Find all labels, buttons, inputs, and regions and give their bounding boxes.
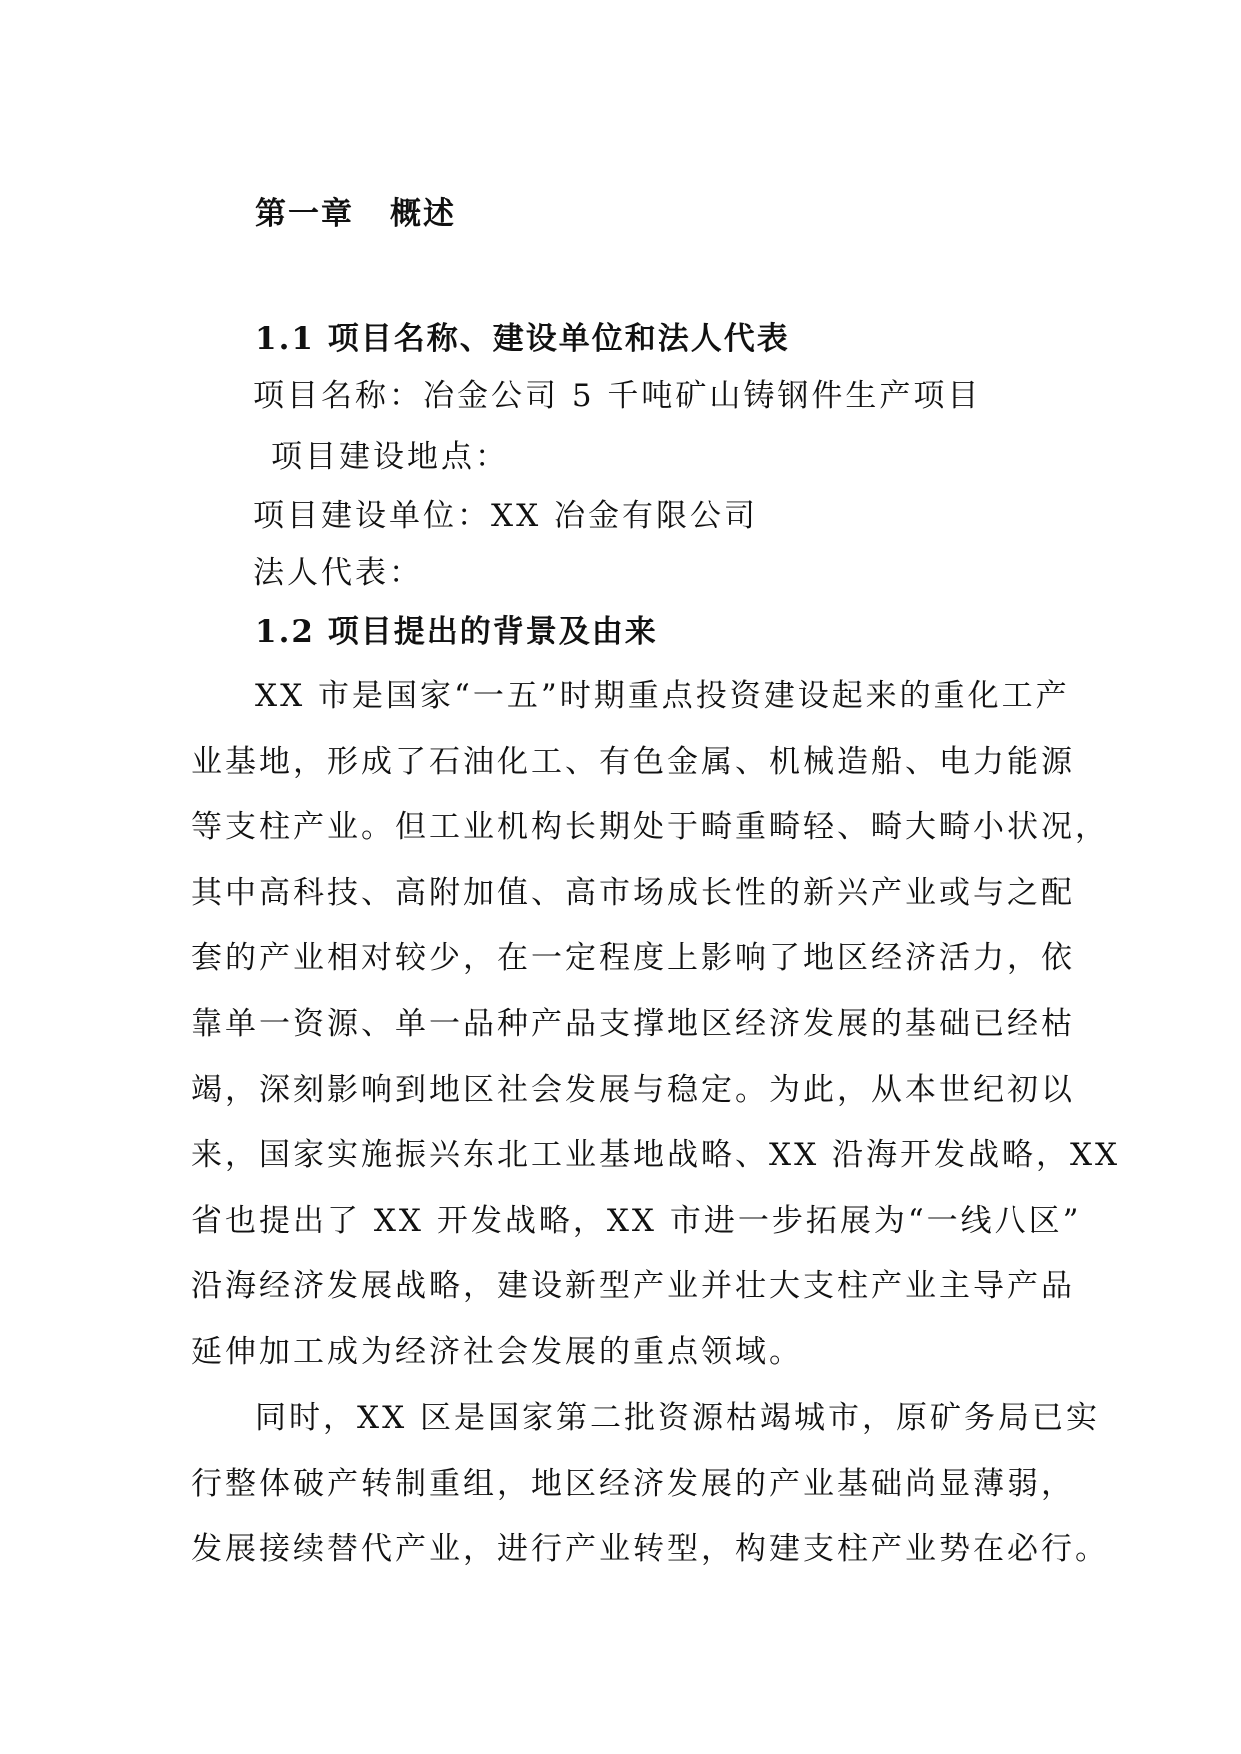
chapter-name: 概述: [390, 196, 456, 232]
section-heading-1-1: 1.1 项目名称、建设单位和法人代表: [255, 321, 790, 357]
section-heading-1-2: 1.2 项目提出的背景及由来: [255, 614, 658, 650]
chapter-title: [255, 194, 456, 234]
paragraph-line: XX 市是国家“一五”时期重点投资建设起来的重化工产: [255, 678, 1070, 714]
paragraph-line: 等支柱产业。但工业机构长期处于畸重畸轻、畸大畸小状况，: [191, 809, 1109, 846]
paragraph-background-1: [191, 664, 1121, 1386]
paragraph-line: 省也提出了 XX 开发战略，XX 市进一步拓展为“一线八区”: [191, 1202, 1082, 1239]
paragraph-line: 沿海经济发展战略，建设新型产业并壮大支柱产业主导产品: [191, 1268, 1075, 1305]
paragraph-line: 行整体破产转制重组，地区经济发展的产业基础尚显薄弱，: [191, 1465, 1075, 1502]
project-name-line: 项目名称：冶金公司 5 千吨矿山铸钢件生产项目: [253, 378, 982, 414]
paragraph-line: 其中高科技、高附加值、高市场成长性的新兴产业或与之配: [191, 874, 1075, 911]
project-location-line: 项目建设地点：: [271, 439, 509, 475]
paragraph-line: 同时，XX 区是国家第二批资源枯竭城市，原矿务局已实: [255, 1400, 1100, 1436]
legal-rep-line: 法人代表：: [253, 555, 423, 591]
paragraph-line: 靠单一资源、单一品种产品支撑地区经济发展的基础已经枯: [191, 1005, 1075, 1042]
paragraph-line: 套的产业相对较少，在一定程度上影响了地区经济活力，依: [191, 940, 1075, 977]
paragraph-line: 来，国家实施振兴东北工业基地战略、XX 沿海开发战略，XX: [191, 1137, 1121, 1174]
chapter-label: 第一章: [255, 196, 354, 232]
project-unit-line: 项目建设单位：XX 冶金有限公司: [253, 498, 758, 534]
paragraph-line: 竭，深刻影响到地区社会发展与稳定。为此，从本世纪初以: [191, 1071, 1075, 1108]
paragraph-line: 发展接续替代产业，进行产业转型，构建支柱产业势在必行。: [191, 1531, 1109, 1568]
paragraph-line: 延伸加工成为经济社会发展的重点领域。: [191, 1333, 803, 1370]
paragraph-background-2: [191, 1386, 1109, 1583]
paragraph-line: 业基地，形成了石油化工、有色金属、机械造船、电力能源: [191, 743, 1075, 780]
